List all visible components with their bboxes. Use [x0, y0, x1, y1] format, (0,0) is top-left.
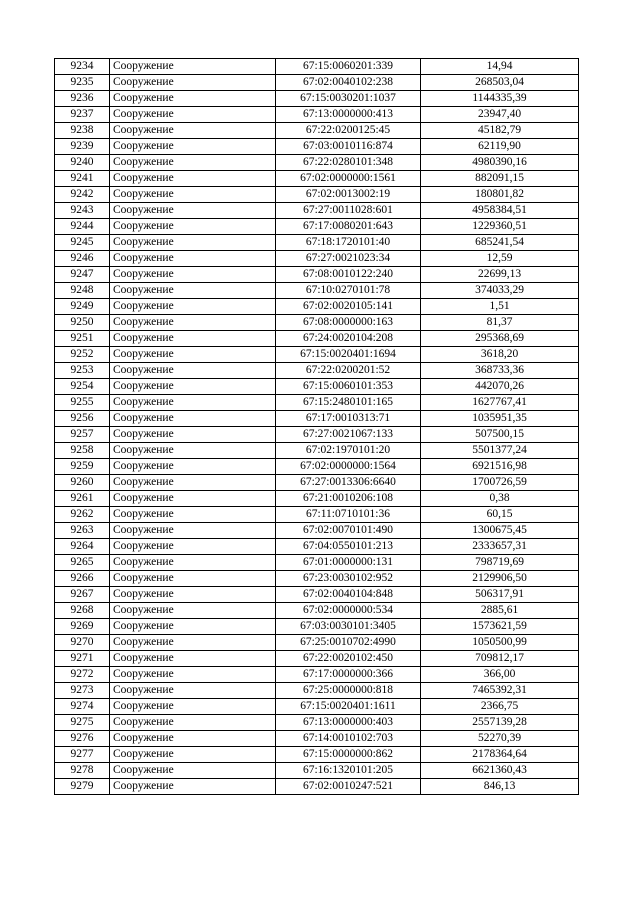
- cadastral-number-cell: 67:04:0550101:213: [276, 539, 421, 555]
- table-row: [55, 187, 579, 203]
- value-cell: 442070,26: [421, 379, 579, 395]
- value-cell: 1,51: [421, 299, 579, 315]
- row-number-cell: 9266: [55, 571, 110, 587]
- value-cell: 1627767,41: [421, 395, 579, 411]
- row-number-cell: 9263: [55, 523, 110, 539]
- row-number-cell: 9240: [55, 155, 110, 171]
- value-cell: 1050500,99: [421, 635, 579, 651]
- row-number-cell: 9234: [55, 59, 110, 75]
- object-type-cell: Сооружение: [110, 299, 276, 315]
- cadastral-number-cell: 67:02:0000000:1561: [276, 171, 421, 187]
- registry-table: [54, 58, 579, 795]
- object-type-cell: Сооружение: [110, 267, 276, 283]
- cadastral-number-cell: 67:02:1970101:20: [276, 443, 421, 459]
- table-row: [55, 651, 579, 667]
- row-number-cell: 9244: [55, 219, 110, 235]
- value-cell: 60,15: [421, 507, 579, 523]
- cadastral-number-cell: 67:15:0020401:1694: [276, 347, 421, 363]
- cadastral-number-cell: 67:02:0070101:490: [276, 523, 421, 539]
- table-row: [55, 59, 579, 75]
- object-type-cell: Сооружение: [110, 635, 276, 651]
- row-number-cell: 9247: [55, 267, 110, 283]
- row-number-cell: 9242: [55, 187, 110, 203]
- row-number-cell: 9255: [55, 395, 110, 411]
- cadastral-number-cell: 67:15:0030201:1037: [276, 91, 421, 107]
- table-row: [55, 75, 579, 91]
- table-row: [55, 91, 579, 107]
- value-cell: 3618,20: [421, 347, 579, 363]
- value-cell: 1144335,39: [421, 91, 579, 107]
- object-type-cell: Сооружение: [110, 363, 276, 379]
- value-cell: 81,37: [421, 315, 579, 331]
- row-number-cell: 9269: [55, 619, 110, 635]
- cadastral-number-cell: 67:02:0010247:521: [276, 779, 421, 795]
- object-type-cell: Сооружение: [110, 747, 276, 763]
- table-row: [55, 139, 579, 155]
- cadastral-number-cell: 67:23:0030102:952: [276, 571, 421, 587]
- cadastral-number-cell: 67:22:0200201:52: [276, 363, 421, 379]
- object-type-cell: Сооружение: [110, 699, 276, 715]
- value-cell: 22699,13: [421, 267, 579, 283]
- table-row: [55, 603, 579, 619]
- table-row: [55, 507, 579, 523]
- table-row: [55, 459, 579, 475]
- row-number-cell: 9249: [55, 299, 110, 315]
- cadastral-number-cell: 67:22:0200125:45: [276, 123, 421, 139]
- object-type-cell: Сооружение: [110, 315, 276, 331]
- row-number-cell: 9251: [55, 331, 110, 347]
- table-row: [55, 123, 579, 139]
- object-type-cell: Сооружение: [110, 715, 276, 731]
- value-cell: 7465392,31: [421, 683, 579, 699]
- value-cell: 709812,17: [421, 651, 579, 667]
- value-cell: 0,38: [421, 491, 579, 507]
- cadastral-number-cell: 67:08:0000000:163: [276, 315, 421, 331]
- row-number-cell: 9257: [55, 427, 110, 443]
- value-cell: 882091,15: [421, 171, 579, 187]
- object-type-cell: Сооружение: [110, 75, 276, 91]
- table-row: [55, 155, 579, 171]
- object-type-cell: Сооружение: [110, 683, 276, 699]
- value-cell: 5501377,24: [421, 443, 579, 459]
- row-number-cell: 9271: [55, 651, 110, 667]
- row-number-cell: 9270: [55, 635, 110, 651]
- row-number-cell: 9260: [55, 475, 110, 491]
- object-type-cell: Сооружение: [110, 139, 276, 155]
- object-type-cell: Сооружение: [110, 427, 276, 443]
- row-number-cell: 9243: [55, 203, 110, 219]
- object-type-cell: Сооружение: [110, 123, 276, 139]
- value-cell: 2366,75: [421, 699, 579, 715]
- row-number-cell: 9246: [55, 251, 110, 267]
- row-number-cell: 9253: [55, 363, 110, 379]
- table-row: [55, 747, 579, 763]
- row-number-cell: 9238: [55, 123, 110, 139]
- cadastral-number-cell: 67:02:0020105:141: [276, 299, 421, 315]
- cadastral-number-cell: 67:27:0021023:34: [276, 251, 421, 267]
- table-row: [55, 395, 579, 411]
- object-type-cell: Сооружение: [110, 331, 276, 347]
- value-cell: 368733,36: [421, 363, 579, 379]
- value-cell: 2129906,50: [421, 571, 579, 587]
- cadastral-number-cell: 67:27:0021067:133: [276, 427, 421, 443]
- row-number-cell: 9250: [55, 315, 110, 331]
- table-row: [55, 731, 579, 747]
- cadastral-number-cell: 67:03:0010116:874: [276, 139, 421, 155]
- object-type-cell: Сооружение: [110, 523, 276, 539]
- table-row: [55, 699, 579, 715]
- table-row: [55, 315, 579, 331]
- value-cell: 506317,91: [421, 587, 579, 603]
- row-number-cell: 9264: [55, 539, 110, 555]
- object-type-cell: Сооружение: [110, 779, 276, 795]
- value-cell: 2333657,31: [421, 539, 579, 555]
- cadastral-number-cell: 67:01:0000000:131: [276, 555, 421, 571]
- row-number-cell: 9274: [55, 699, 110, 715]
- object-type-cell: Сооружение: [110, 667, 276, 683]
- value-cell: 374033,29: [421, 283, 579, 299]
- row-number-cell: 9252: [55, 347, 110, 363]
- row-number-cell: 9235: [55, 75, 110, 91]
- row-number-cell: 9245: [55, 235, 110, 251]
- table-row: [55, 251, 579, 267]
- value-cell: 1300675,45: [421, 523, 579, 539]
- cadastral-number-cell: 67:18:1720101:40: [276, 235, 421, 251]
- table-row: [55, 347, 579, 363]
- table-row: [55, 379, 579, 395]
- object-type-cell: Сооружение: [110, 539, 276, 555]
- table-row: [55, 571, 579, 587]
- table-row: [55, 107, 579, 123]
- cadastral-number-cell: 67:15:0000000:862: [276, 747, 421, 763]
- value-cell: 4980390,16: [421, 155, 579, 171]
- table-row: [55, 523, 579, 539]
- value-cell: 1035951,35: [421, 411, 579, 427]
- object-type-cell: Сооружение: [110, 507, 276, 523]
- table-row: [55, 283, 579, 299]
- value-cell: 2885,61: [421, 603, 579, 619]
- value-cell: 295368,69: [421, 331, 579, 347]
- table-row: [55, 267, 579, 283]
- cadastral-number-cell: 67:27:0013306:6640: [276, 475, 421, 491]
- cadastral-number-cell: 67:22:0020102:450: [276, 651, 421, 667]
- cadastral-number-cell: 67:15:2480101:165: [276, 395, 421, 411]
- row-number-cell: 9259: [55, 459, 110, 475]
- cadastral-number-cell: 67:08:0010122:240: [276, 267, 421, 283]
- cadastral-number-cell: 67:24:0020104:208: [276, 331, 421, 347]
- value-cell: 1700726,59: [421, 475, 579, 491]
- object-type-cell: Сооружение: [110, 731, 276, 747]
- row-number-cell: 9262: [55, 507, 110, 523]
- table-row: [55, 587, 579, 603]
- registry-table-body: [55, 59, 579, 795]
- cadastral-number-cell: 67:17:0010313:71: [276, 411, 421, 427]
- row-number-cell: 9239: [55, 139, 110, 155]
- object-type-cell: Сооружение: [110, 219, 276, 235]
- object-type-cell: Сооружение: [110, 651, 276, 667]
- cadastral-number-cell: 67:21:0010206:108: [276, 491, 421, 507]
- row-number-cell: 9258: [55, 443, 110, 459]
- cadastral-number-cell: 67:02:0040102:238: [276, 75, 421, 91]
- table-row: [55, 491, 579, 507]
- value-cell: 846,13: [421, 779, 579, 795]
- object-type-cell: Сооружение: [110, 107, 276, 123]
- cadastral-number-cell: 67:13:0000000:403: [276, 715, 421, 731]
- value-cell: 2178364,64: [421, 747, 579, 763]
- value-cell: 685241,54: [421, 235, 579, 251]
- value-cell: 52270,39: [421, 731, 579, 747]
- row-number-cell: 9256: [55, 411, 110, 427]
- cadastral-number-cell: 67:25:0010702:4990: [276, 635, 421, 651]
- cadastral-number-cell: 67:13:0000000:413: [276, 107, 421, 123]
- value-cell: 62119,90: [421, 139, 579, 155]
- cadastral-number-cell: 67:16:1320101:205: [276, 763, 421, 779]
- object-type-cell: Сооружение: [110, 459, 276, 475]
- object-type-cell: Сооружение: [110, 187, 276, 203]
- table-row: [55, 331, 579, 347]
- row-number-cell: 9254: [55, 379, 110, 395]
- object-type-cell: Сооружение: [110, 555, 276, 571]
- table-row: [55, 683, 579, 699]
- table-row: [55, 555, 579, 571]
- table-row: [55, 539, 579, 555]
- row-number-cell: 9241: [55, 171, 110, 187]
- cadastral-number-cell: 67:11:0710101:36: [276, 507, 421, 523]
- object-type-cell: Сооружение: [110, 91, 276, 107]
- table-row: [55, 363, 579, 379]
- table-row: [55, 763, 579, 779]
- row-number-cell: 9265: [55, 555, 110, 571]
- object-type-cell: Сооружение: [110, 475, 276, 491]
- row-number-cell: 9267: [55, 587, 110, 603]
- object-type-cell: Сооружение: [110, 603, 276, 619]
- object-type-cell: Сооружение: [110, 283, 276, 299]
- object-type-cell: Сооружение: [110, 251, 276, 267]
- table-row: [55, 635, 579, 651]
- table-row: [55, 171, 579, 187]
- cadastral-number-cell: 67:03:0030101:3405: [276, 619, 421, 635]
- row-number-cell: 9237: [55, 107, 110, 123]
- object-type-cell: Сооружение: [110, 619, 276, 635]
- table-row: [55, 475, 579, 491]
- table-row: [55, 619, 579, 635]
- object-type-cell: Сооружение: [110, 155, 276, 171]
- value-cell: 6921516,98: [421, 459, 579, 475]
- object-type-cell: Сооружение: [110, 763, 276, 779]
- cadastral-number-cell: 67:25:0000000:818: [276, 683, 421, 699]
- object-type-cell: Сооружение: [110, 491, 276, 507]
- table-row: [55, 299, 579, 315]
- cadastral-number-cell: 67:02:0000000:1564: [276, 459, 421, 475]
- row-number-cell: 9279: [55, 779, 110, 795]
- value-cell: 366,00: [421, 667, 579, 683]
- table-row: [55, 427, 579, 443]
- row-number-cell: 9261: [55, 491, 110, 507]
- object-type-cell: Сооружение: [110, 379, 276, 395]
- object-type-cell: Сооружение: [110, 443, 276, 459]
- object-type-cell: Сооружение: [110, 395, 276, 411]
- value-cell: 507500,15: [421, 427, 579, 443]
- value-cell: 6621360,43: [421, 763, 579, 779]
- value-cell: 798719,69: [421, 555, 579, 571]
- value-cell: 23947,40: [421, 107, 579, 123]
- table-row: [55, 667, 579, 683]
- row-number-cell: 9273: [55, 683, 110, 699]
- cadastral-number-cell: 67:15:0020401:1611: [276, 699, 421, 715]
- row-number-cell: 9272: [55, 667, 110, 683]
- value-cell: 1229360,51: [421, 219, 579, 235]
- cadastral-number-cell: 67:14:0010102:703: [276, 731, 421, 747]
- row-number-cell: 9277: [55, 747, 110, 763]
- row-number-cell: 9278: [55, 763, 110, 779]
- value-cell: 180801,82: [421, 187, 579, 203]
- value-cell: 2557139,28: [421, 715, 579, 731]
- cadastral-number-cell: 67:02:0000000:534: [276, 603, 421, 619]
- row-number-cell: 9248: [55, 283, 110, 299]
- table-row: [55, 203, 579, 219]
- value-cell: 14,94: [421, 59, 579, 75]
- value-cell: 12,59: [421, 251, 579, 267]
- row-number-cell: 9275: [55, 715, 110, 731]
- object-type-cell: Сооружение: [110, 571, 276, 587]
- object-type-cell: Сооружение: [110, 587, 276, 603]
- object-type-cell: Сооружение: [110, 235, 276, 251]
- value-cell: 268503,04: [421, 75, 579, 91]
- row-number-cell: 9236: [55, 91, 110, 107]
- cadastral-number-cell: 67:02:0013002:19: [276, 187, 421, 203]
- value-cell: 4958384,51: [421, 203, 579, 219]
- row-number-cell: 9276: [55, 731, 110, 747]
- object-type-cell: Сооружение: [110, 59, 276, 75]
- cadastral-number-cell: 67:15:0060201:339: [276, 59, 421, 75]
- table-row: [55, 219, 579, 235]
- cadastral-number-cell: 67:27:0011028:601: [276, 203, 421, 219]
- cadastral-number-cell: 67:17:0080201:643: [276, 219, 421, 235]
- cadastral-number-cell: 67:22:0280101:348: [276, 155, 421, 171]
- object-type-cell: Сооружение: [110, 347, 276, 363]
- object-type-cell: Сооружение: [110, 411, 276, 427]
- cadastral-number-cell: 67:15:0060101:353: [276, 379, 421, 395]
- value-cell: 1573621,59: [421, 619, 579, 635]
- row-number-cell: 9268: [55, 603, 110, 619]
- cadastral-number-cell: 67:17:0000000:366: [276, 667, 421, 683]
- table-row: [55, 235, 579, 251]
- cadastral-number-cell: 67:10:0270101:78: [276, 283, 421, 299]
- object-type-cell: Сооружение: [110, 203, 276, 219]
- table-row: [55, 779, 579, 795]
- cadastral-number-cell: 67:02:0040104:848: [276, 587, 421, 603]
- table-row: [55, 411, 579, 427]
- table-row: [55, 715, 579, 731]
- table-row: [55, 443, 579, 459]
- value-cell: 45182,79: [421, 123, 579, 139]
- object-type-cell: Сооружение: [110, 171, 276, 187]
